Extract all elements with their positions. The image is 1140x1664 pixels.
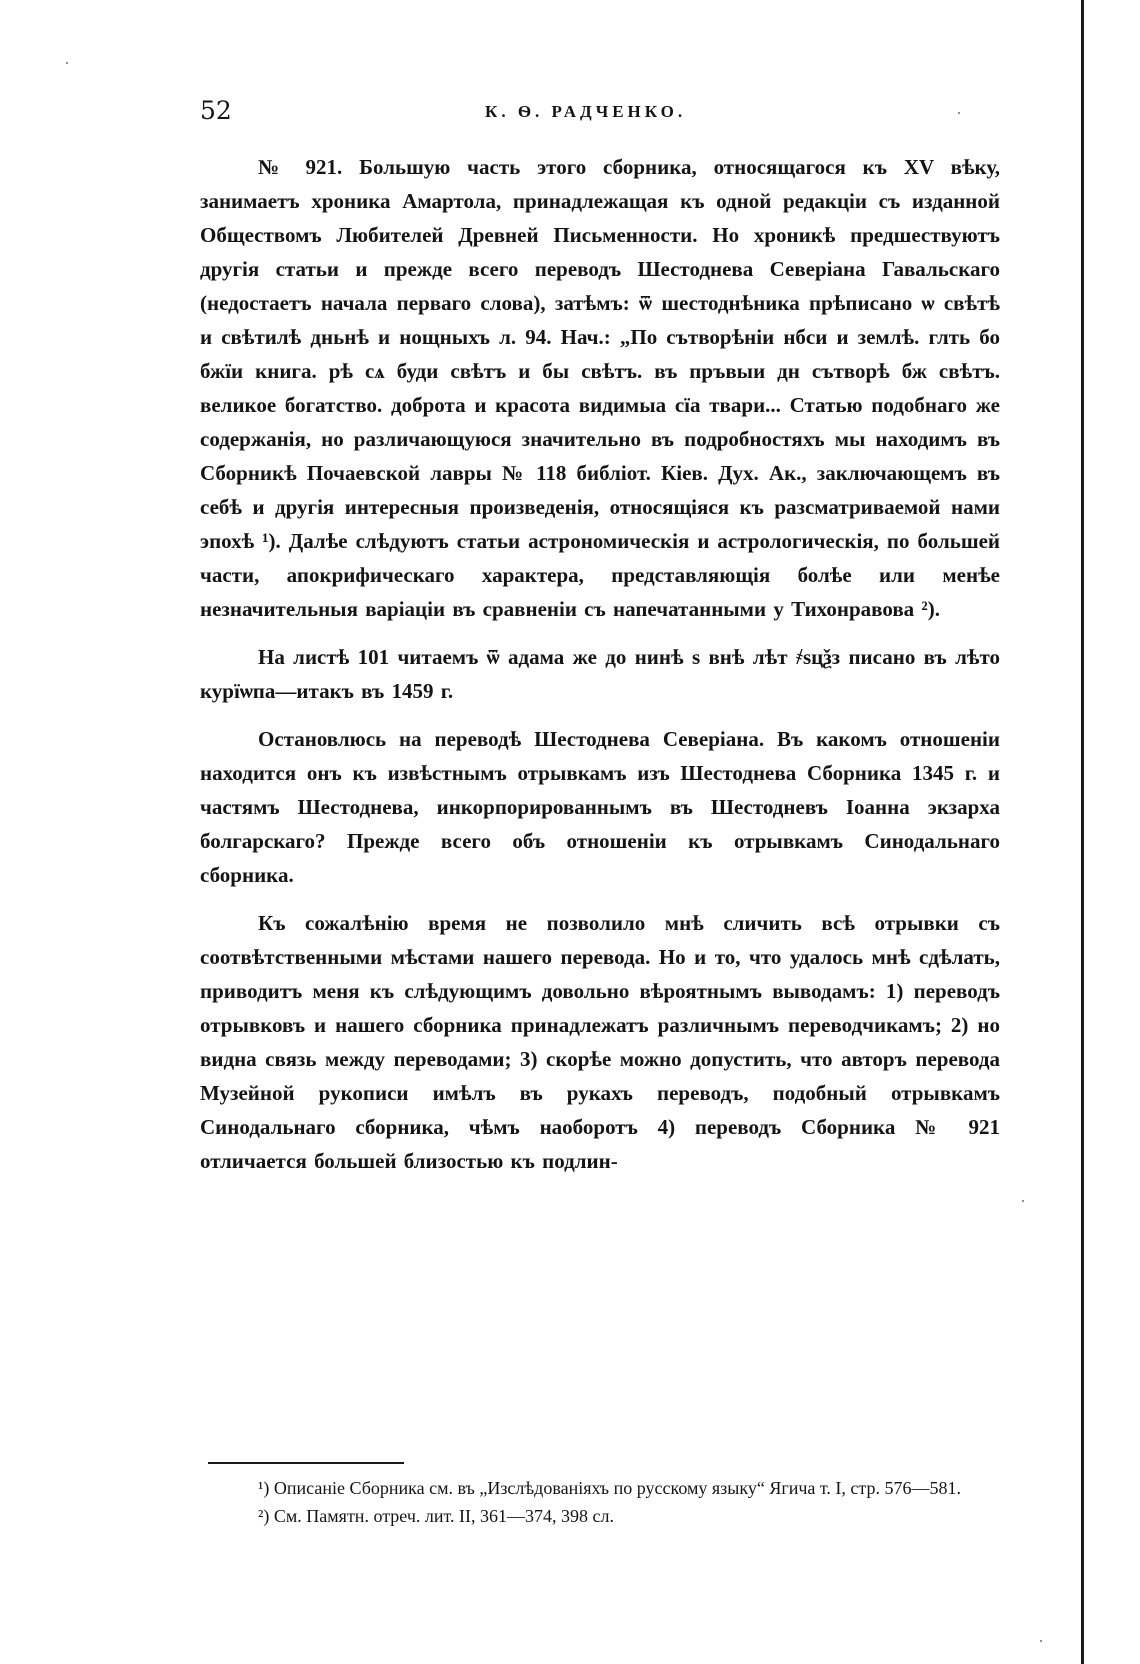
main-text: [200, 150, 1000, 1192]
paragraph-conclusions: Къ сожалѣнію время не позволило мнѣ сличить всѣ отрывки съ соотвѣтственными мѣстами нашего перевода. Но и то, что удалось мнѣ сдѣлать, приводитъ меня къ слѣдующимъ довольно вѣроятнымъ выводамъ: 1) переводъ отрывковъ и нашего сборника принадлежатъ различнымъ переводчикамъ; 2) но видна связь между переводами; 3) скорѣе можно допустить, что авторъ перевода Музейной рукописи имѣлъ въ рукахъ переводъ, подобный отрывкамъ Синодальнаго сборника, чѣмъ наоборотъ 4) переводъ Сборника № 921 отличается большей близостью къ подлин-: [200, 911, 1000, 1173]
running-head: К. Ѳ. РАДЧЕНКО.: [485, 102, 687, 121]
paragraph-manuscript-921: № 921. Большую часть этого сборника, относящагося къ XV вѣку, занимаетъ хроника Амартола, принадлежащая къ одной редакціи съ изданной Обществомъ Любителей Древней Письменности. Но хроникѣ предшествуютъ другія статьи и прежде всего переводъ Шестоднева Северіана Гавальскаго (недостаетъ начала перваго слова), затѣмъ: ѿ шестоднѣника прѣписано ѡ свѣтѣ и свѣтилѣ дньнѣ и нощныхъ л. 94. Нач.: „По сътворѣніи нбси и землѣ. глть бо бжїи книга. рѣ сѧ буди свѣтъ и бы свѣтъ. въ пръвыи дн сътворѣ бж свѣтъ. великое богатство. доброта и красота видимыа сїа твари... Статью подобнаго же содержанія, но различающуюся значительно въ подробностяхъ мы находимъ въ Сборникѣ Почаевской лавры № 118 библіот. Кіев. Дух. Ак., заключающемъ въ себѣ и другія интересныя произведенія, относящіяся къ разсматриваемой нами эпохѣ ¹). Далѣе слѣдуютъ статьи астрономическія и астрологическія, по большей части, апокрифическаго характера, представляющія болѣе или менѣе незначительныя варіаціи въ сравненіи съ напечатанными у Тихонравова ²).: [200, 155, 1000, 621]
page-number: 52: [200, 96, 232, 125]
paragraph-hexaemeron: Остановлюсь на переводѣ Шестоднева Северіана. Въ какомъ отношеніи находится онъ къ извѣстнымъ отрывкамъ изъ Шестоднева Сборника 1345 г. и частямъ Шестоднева, инкорпорированнымъ въ Шестодневъ Іоанна экзарха болгарскаго? Прежде всего объ отношеніи къ отрывкамъ Синодальнаго сборника.: [200, 727, 1000, 887]
footnote-2: ²) См. Памятн. отреч. лит. II, 361—374, 398 сл.: [258, 1506, 614, 1526]
scan-edge-line: [1081, 0, 1084, 1664]
scan-speck: [1022, 1200, 1024, 1202]
footnote-rule: [208, 1462, 404, 1464]
scan-speck: [1040, 1640, 1042, 1642]
footnote-1: ¹) Описаніе Сборника см. въ „Изслѣдованіяхъ по русскому языку“ Ягича т. I, стр. 576—581.: [258, 1478, 961, 1498]
scan-speck: [66, 62, 68, 64]
paragraph-leaf-101: На листѣ 101 читаемъ ѿ адама же до нинѣ ѕ внѣ лѣт ҂ѕцѯз писано въ лѣто курїѡпа—итакъ въ 1459 г.: [200, 645, 1000, 703]
scan-speck: [958, 112, 960, 114]
page-header: [200, 96, 1020, 136]
footnotes: [200, 1474, 1000, 1530]
